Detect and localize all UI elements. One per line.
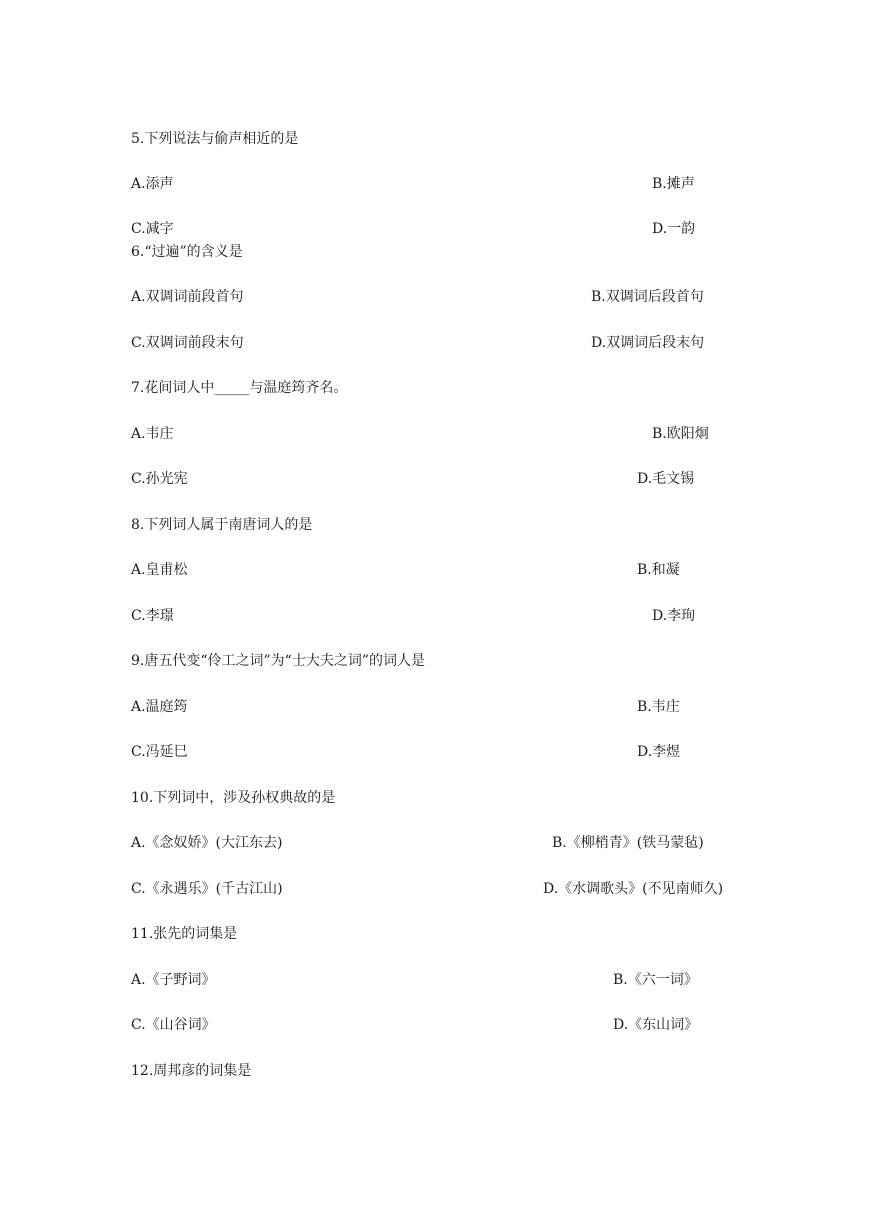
question-10-option-b: B.《柳梢青》(铁马蒙毡) (552, 835, 704, 851)
question-9-option-a: A.温庭筠 (131, 699, 188, 715)
question-6-option-d: D.双调词后段末句 (591, 335, 705, 351)
question-11-option-a: A.《子野词》 (131, 972, 216, 988)
question-11-option-b: B.《六一词》 (613, 972, 698, 988)
question-11-option-d: D.《东山词》 (613, 1017, 699, 1033)
question-9-option-d: D.李煜 (637, 744, 681, 760)
question-9-stem: 9.唐五代变“伶工之词”为“士大夫之词”的词人是 (131, 653, 425, 669)
question-9-option-c: C.冯延巳 (131, 744, 188, 760)
question-9-option-b: B.韦庄 (637, 699, 680, 715)
question-8-option-d: D.李珣 (652, 608, 696, 624)
question-6-option-a: A.双调词前段首句 (131, 289, 244, 305)
question-11-option-c: C.《山谷词》 (131, 1017, 216, 1033)
question-11-stem: 11.张先的词集是 (131, 926, 238, 942)
question-12-stem: 12.周邦彦的词集是 (131, 1063, 252, 1079)
question-10-stem: 10.下列词中，涉及孙权典故的是 (131, 790, 336, 806)
question-7-option-b: B.欧阳炯 (652, 426, 709, 442)
question-7-option-d: D.毛文锡 (637, 471, 695, 487)
question-8-option-c: C.李璟 (131, 608, 174, 624)
question-10-option-c: C.《永遇乐》(千古江山) (131, 881, 283, 897)
question-8-option-a: A.皇甫松 (131, 562, 188, 578)
question-8-stem: 8.下列词人属于南唐词人的是 (131, 517, 313, 533)
question-5-option-c: C.减字 (131, 221, 174, 237)
question-6-option-b: B.双调词后段首句 (591, 289, 704, 305)
question-10-option-d: D.《水调歌头》(不见南师久) (543, 881, 724, 897)
question-5-stem: 5.下列说法与偷声相近的是 (131, 131, 299, 147)
question-6-option-c: C.双调词前段末句 (131, 335, 244, 351)
question-5-option-d: D.一韵 (652, 221, 696, 237)
question-8-option-b: B.和凝 (637, 562, 680, 578)
question-10-option-a: A.《念奴娇》(大江东去) (131, 835, 283, 851)
question-7-option-a: A.韦庄 (131, 426, 174, 442)
question-6-stem: 6.“过遍”的含义是 (131, 244, 243, 260)
question-5-option-a: A.添声 (131, 176, 174, 192)
question-7-option-c: C.孙光宪 (131, 471, 188, 487)
question-7-stem: 7.花间词人中_____与温庭筠齐名。 (131, 380, 348, 396)
question-5-option-b: B.摊声 (652, 176, 695, 192)
